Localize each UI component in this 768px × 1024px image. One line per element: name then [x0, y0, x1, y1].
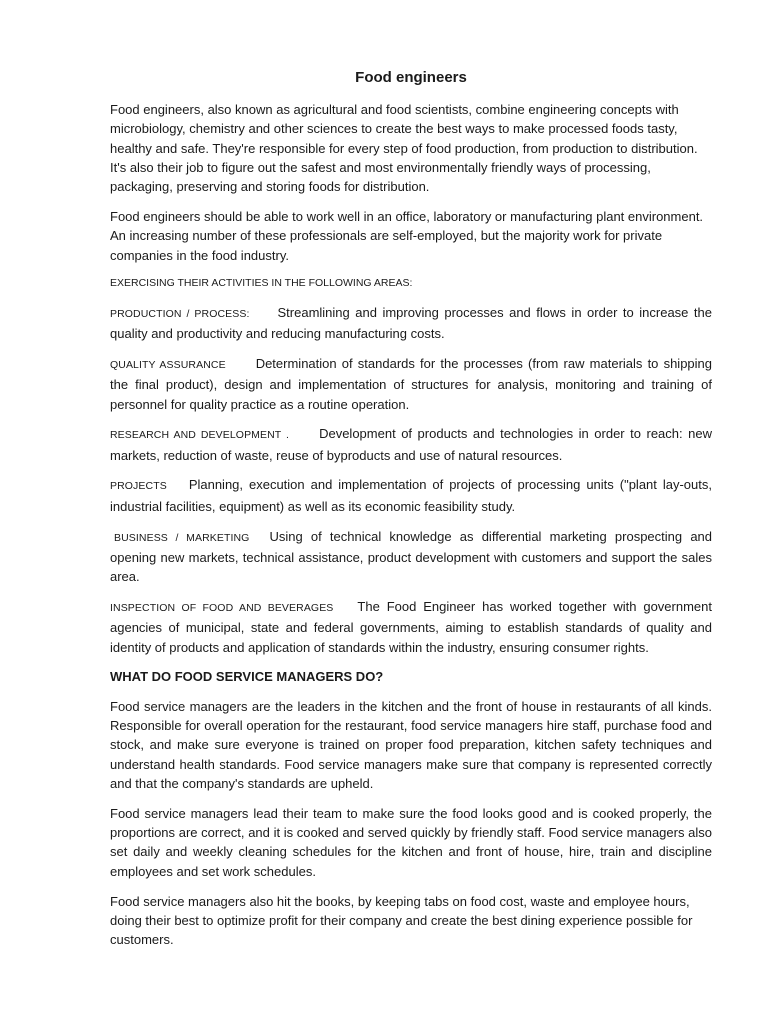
intro-paragraph: Food engineers should be able to work well in an office, laboratory or manufacturing plant environment. An increasing number of these professionals are self-employed, but the majority work for private companies in the food industry.: [110, 208, 704, 263]
managers-paragraph: Food service managers are the leaders in the kitchen and the front of house in restaurants of all kinds. Responsible for overall operation for the restaurant, food service managers hire staff, purchase food and stock, and make sure everyone is trained on proper food preparation, kitchen safety techniques and understand health standards. Food service managers make sure that company is represented correctly and that the company's standards are upheld.: [110, 698, 712, 792]
area-text: Using of technical knowledge as differential marketing prospecting and opening new markets, technical assistance, product development with customers and support the sales area.: [110, 528, 713, 585]
intro-paragraph: Food engineers, also known as agricultural and food scientists, combine engineering concepts with microbiology, chemistry and other sciences to create the best ways to make processed foods tasty, healthy and safe. They're responsible for every step of food production, from production to distribution. It's also their job to figure out the safest and most environmentally friendly ways of processing, packaging, preserving and storing foods for distribution.: [110, 102, 698, 195]
area-item-production: [110, 303, 712, 344]
area-item-research: [110, 424, 712, 465]
document-title: Food engineers: [355, 69, 467, 86]
area-label: BUSINESS / MARKETING: [114, 531, 250, 544]
area-item-quality: [110, 354, 712, 414]
area-item-inspection: [110, 597, 712, 657]
managers-heading: WHAT DO FOOD SERVICE MANAGERS DO?: [110, 669, 384, 685]
area-item-business: [110, 527, 712, 587]
area-label: QUALITY ASSURANCE: [110, 358, 226, 371]
area-label: RESEARCH AND DEVELOPMENT .: [110, 429, 290, 442]
area-label: PROJECTS: [110, 480, 167, 493]
area-item-projects: [110, 475, 712, 516]
area-label: INSPECTION OF FOOD AND BEVERAGES: [110, 601, 334, 614]
area-text: Determination of standards for the processes (from raw materials to shipping the final product), design and implementation of structures for analysis, monitoring and training of personnel for quality practice as a routine operation.: [110, 355, 713, 412]
area-text: Streamlining and improving processes and flows in order to increase the quality and productivity and reducing manufacturing costs.: [110, 304, 712, 342]
managers-paragraph: Food service managers also hit the books, by keeping tabs on food cost, waste and employee hours, doing their best to optimize profit for their company and create the best dining experience possible for customers.: [110, 893, 693, 948]
area-label: PRODUCTION / PROCESS:: [110, 307, 250, 320]
area-text: The Food Engineer has worked together with government agencies of municipal, state and federal governments, aiming to establish standards of quality and identity of products and application of standards within the industry, ensuring consumer rights.: [110, 598, 712, 655]
area-text: Planning, execution and implementation of projects of processing units ("plant lay-outs, industrial facilities, equipment) as well as its economic feasibility study.: [110, 477, 712, 514]
managers-paragraph: Food service managers lead their team to make sure the food looks good and is cooked properly, the proportions are correct, and it is cooked and served quickly by friendly staff. Food service managers also set daily and weekly cleaning schedules for the kitchen and front of house, hire, train and discipline employees and set work schedules.: [110, 805, 712, 879]
document-page: [110, 68, 712, 960]
areas-heading: EXERCISING THEIR ACTIVITIES IN THE FOLLOWING AREAS:: [110, 277, 413, 290]
area-text: Development of products and technologies in order to reach: new markets, reduction of waste, reuse of byproducts and use of natural resources.: [110, 426, 712, 463]
